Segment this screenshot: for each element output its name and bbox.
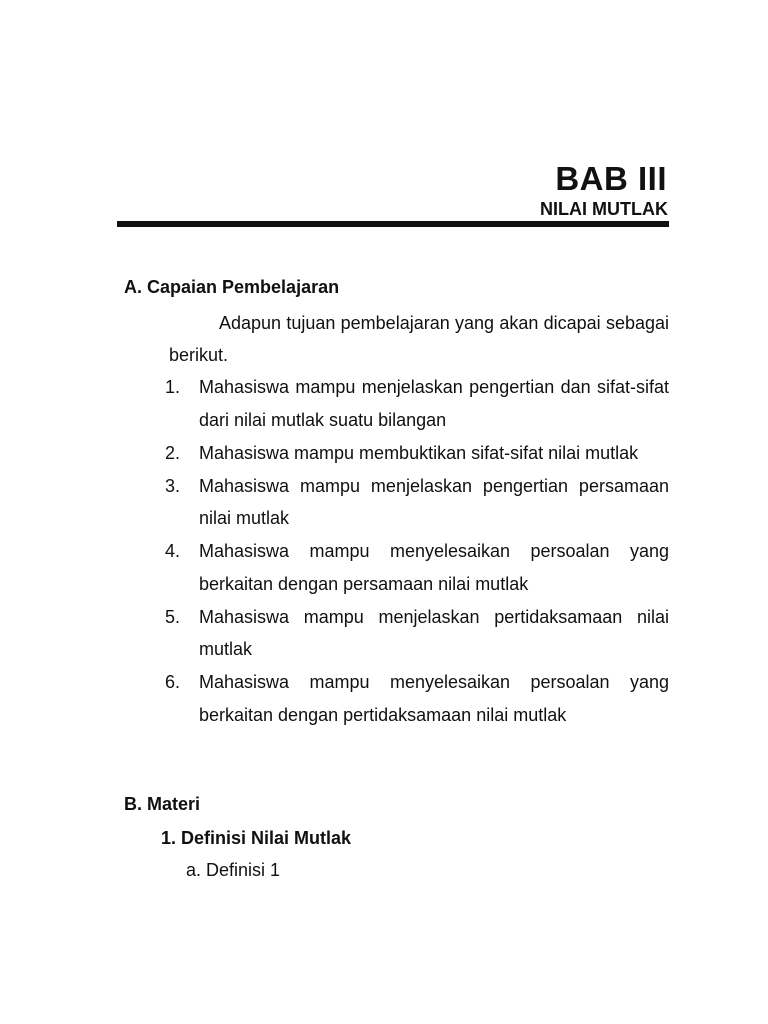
list-item-text: Mahasiswa mampu menyelesaikan persoalan yang berkaitan dengan persamaan nilai mutlak	[199, 541, 669, 594]
intro-paragraph: Adapun tujuan pembelajaran yang akan dicapai sebagai berikut.	[169, 313, 669, 365]
list-item-text: Mahasiswa mampu menjelaskan pertidaksamaan nilai mutlak	[199, 606, 669, 659]
chapter-title: NILAI MUTLAK	[540, 199, 668, 219]
list-item	[165, 371, 669, 436]
list-item-text: Mahasiswa mampu menyelesaikan persoalan yang berkaitan dengan pertidaksamaan nilai mutlak	[199, 672, 669, 725]
list-item	[165, 437, 669, 470]
list-item-text: Mahasiswa mampu membuktikan sifat-sifat nilai mutlak	[199, 442, 639, 463]
list-item-number: 2.	[165, 442, 181, 463]
list-item-number: 5.	[165, 606, 181, 627]
list-item-number: 6.	[165, 672, 181, 692]
learning-goals-list	[165, 371, 669, 732]
chapter-number: BAB III	[555, 160, 667, 197]
list-item	[165, 666, 669, 731]
list-item	[165, 601, 669, 666]
definition-label: a. Definisi 1	[186, 860, 281, 880]
list-item	[165, 470, 669, 535]
list-item-number: 3.	[165, 475, 181, 496]
list-item	[165, 535, 669, 600]
list-item-text: Mahasiswa mampu menjelaskan pengertian persamaan nilai mutlak	[199, 475, 669, 528]
list-item-text: Mahasiswa mampu menjelaskan pengertian dan sifat-sifat dari nilai mutlak suatu bilangan	[199, 377, 669, 430]
section-heading-materi: B. Materi	[124, 794, 201, 814]
list-item-number: 4.	[165, 541, 181, 561]
subsection-heading: 1. Definisi Nilai Mutlak	[161, 828, 352, 848]
chapter-divider	[117, 221, 669, 227]
list-item-number: 1.	[165, 377, 181, 397]
section-heading-capaian: A. Capaian Pembelajaran	[124, 277, 340, 297]
